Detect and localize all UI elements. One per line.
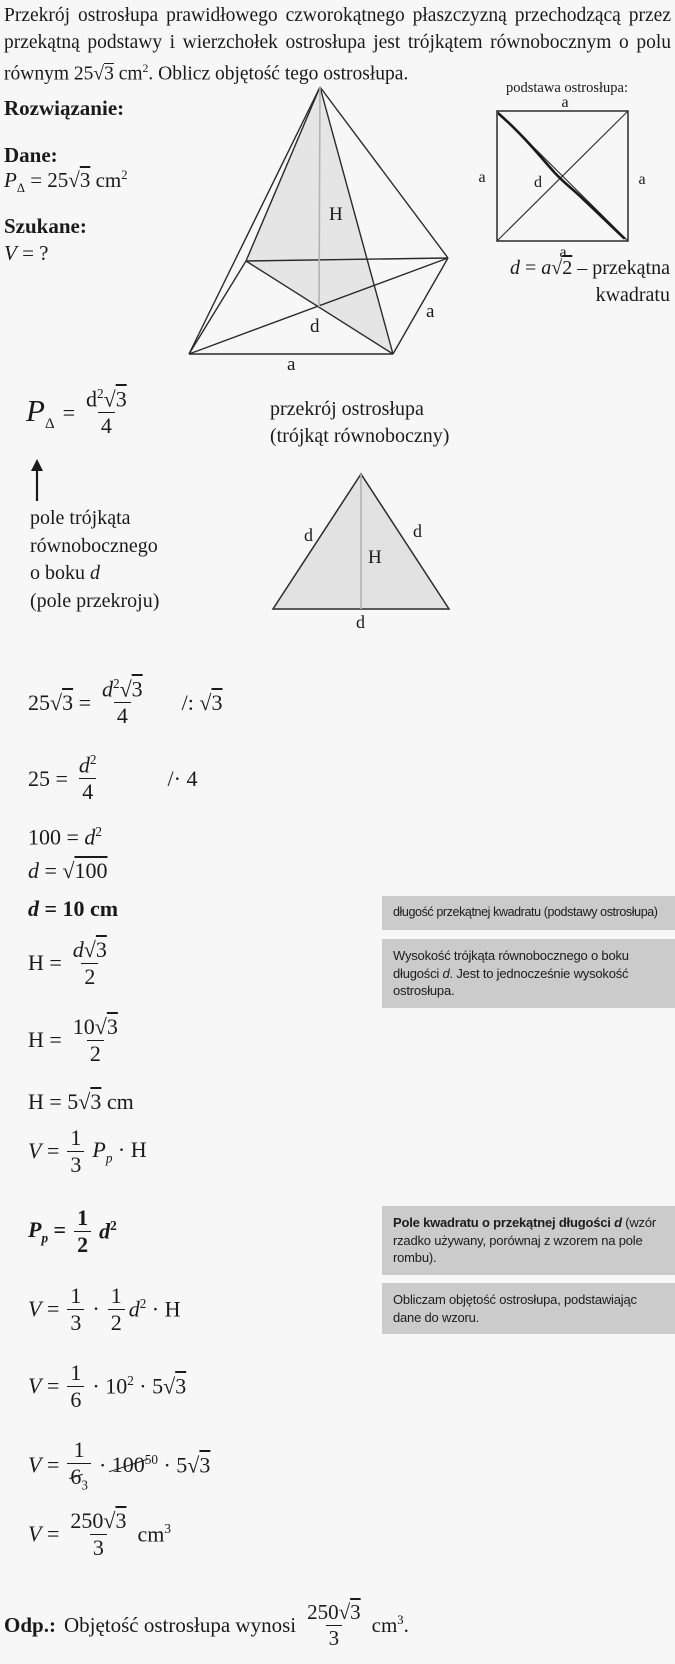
- note-line-4: (pole przekroju): [30, 589, 160, 612]
- base-square-diagram: [462, 80, 675, 262]
- equation-9: V = $\frac{1}{3}$ $P_p \cdot H$: [28, 1125, 147, 1177]
- square-side-bottom-label: a: [559, 244, 567, 261]
- callout-triangle-height: Wysokość trójkąta równobocznego o boku długości d. Jest to jednocześnie wysokość ostrosłupa.: [382, 939, 675, 1008]
- square-diagonal-label: d: [534, 174, 542, 191]
- diagonal-formula-caption: [462, 255, 670, 309]
- pyramid-diagram: [165, 78, 460, 374]
- triangle-side-left-label: d: [304, 525, 313, 545]
- area-formula: [26, 386, 130, 439]
- pyramid-right-edge-label: a: [426, 301, 435, 322]
- equation-1-operation: /: √3: [181, 689, 223, 715]
- diagonal-formula-line1: d = a√2 – przekątna: [510, 257, 670, 279]
- cross-section-title: [270, 396, 449, 449]
- triangle-side-right-label: d: [413, 521, 422, 541]
- cross-section-title-line2: (trójkąt równoboczny): [270, 424, 450, 447]
- equation-5: d = 10 cm: [28, 896, 119, 921]
- cross-section-title-line1: przekrój ostrosłupa: [270, 398, 424, 420]
- equation-4: d = √100: [28, 858, 108, 883]
- note-line-1: pole trójkąta: [30, 507, 131, 529]
- pyramid-height-label: H: [329, 204, 343, 225]
- answer-prefix: Odp.:: [4, 1612, 56, 1637]
- note-line-3: o boku d: [30, 562, 100, 584]
- triangle-base-label: d: [356, 612, 365, 632]
- given-heading: Dane:: [4, 143, 58, 167]
- area-formula-symbol: $P_\Delta$: [26, 392, 55, 432]
- equation-2-operation: /· 4: [167, 765, 198, 791]
- callout-volume-substitution: Obliczam objętość ostrosłupa, podstawiając dane do wzoru.: [382, 1283, 675, 1334]
- callout-diagonal-length: długość przekątnej kwadratu (podstawy ostrosłupa): [382, 896, 675, 930]
- diagonal-formula-line2: kwadratu: [595, 284, 670, 306]
- answer-fraction: $\frac{250√3}{3}$: [307, 1600, 361, 1650]
- square-side-right-label: a: [638, 171, 646, 188]
- equation-12: V = $\frac{1}{6}$ · $10^2 \cdot 5√3$: [28, 1360, 187, 1412]
- pyramid-diagonal-label: d: [310, 316, 320, 337]
- answer-unit: $cm^3$.: [371, 1612, 409, 1637]
- equation-10: $P_p$ = $\frac{1}{2}$ $d^2$: [28, 1205, 117, 1257]
- equation-6: H = $\frac{d√3}{2}$: [28, 937, 107, 989]
- problem-statement: Przekrój ostrosłupa prawidłowego czworokątnego płaszczyzną przechodzącą przez przekątną podstawy i wierzchołek ostrosłupa jest trójkątem równobocznym o polu równym 25√3 $cm^2$. Oblicz objętość tego ostrosłupa.: [4, 5, 671, 85]
- equals-sign: =: [62, 399, 76, 425]
- cross-section-triangle-diagram: [258, 455, 473, 633]
- equation-8: H = 5√3 cm: [28, 1089, 134, 1114]
- answer-text: Objętość ostrosłupa wynosi: [63, 1612, 297, 1637]
- answer-line: [4, 1600, 409, 1651]
- square-side-top-label: a: [561, 94, 569, 111]
- base-diagram-title: podstawa ostrosłupa:: [505, 80, 629, 96]
- equation-1: 25√3 = $\frac{d^2√3}{4}$ /: √3: [28, 676, 223, 729]
- find-value: V = ?: [4, 241, 49, 265]
- given-value: $P_\Delta = 25√3$ $cm^2$: [4, 168, 128, 196]
- note-line-2: równobocznego: [30, 534, 158, 557]
- square-side-left-label: a: [478, 169, 486, 186]
- square-diagonal-emphasis-stroke: [499, 114, 624, 238]
- find-heading: Szukane:: [4, 214, 87, 238]
- area-formula-note: [30, 505, 159, 615]
- equation-14: V = $\frac{250√3}{3}$ $cm^3$: [28, 1508, 171, 1560]
- up-arrow-icon: [30, 458, 44, 502]
- equation-2: 25 = $\frac{d^2}{4}$ /· 4: [28, 752, 198, 805]
- equation-7: H = $\frac{10√3}{2}$: [28, 1014, 118, 1066]
- equation-3: $100 = d^2$: [28, 824, 103, 850]
- area-formula-fraction: $\frac{d^2√3}{4}$: [86, 386, 127, 439]
- solution-heading: Rozwiązanie:: [4, 96, 125, 120]
- triangle-height-label: H: [368, 547, 382, 568]
- pyramid-base-edge-label: a: [287, 354, 296, 375]
- pyramid-height-line: [319, 87, 320, 307]
- equation-11: V = $\frac{1}{3}$ · $\frac{1}{2}$ $d^2 \cdot H$: [28, 1283, 181, 1335]
- callout-square-area-formula: Pole kwadratu o przekątnej długości d (wzór rzadko używany, porównaj z wzorem na pole rombu).: [382, 1206, 675, 1275]
- equation-13: V = $\frac{1}{6_3}$ · $100^{50} \cdot 5√3$: [28, 1437, 211, 1493]
